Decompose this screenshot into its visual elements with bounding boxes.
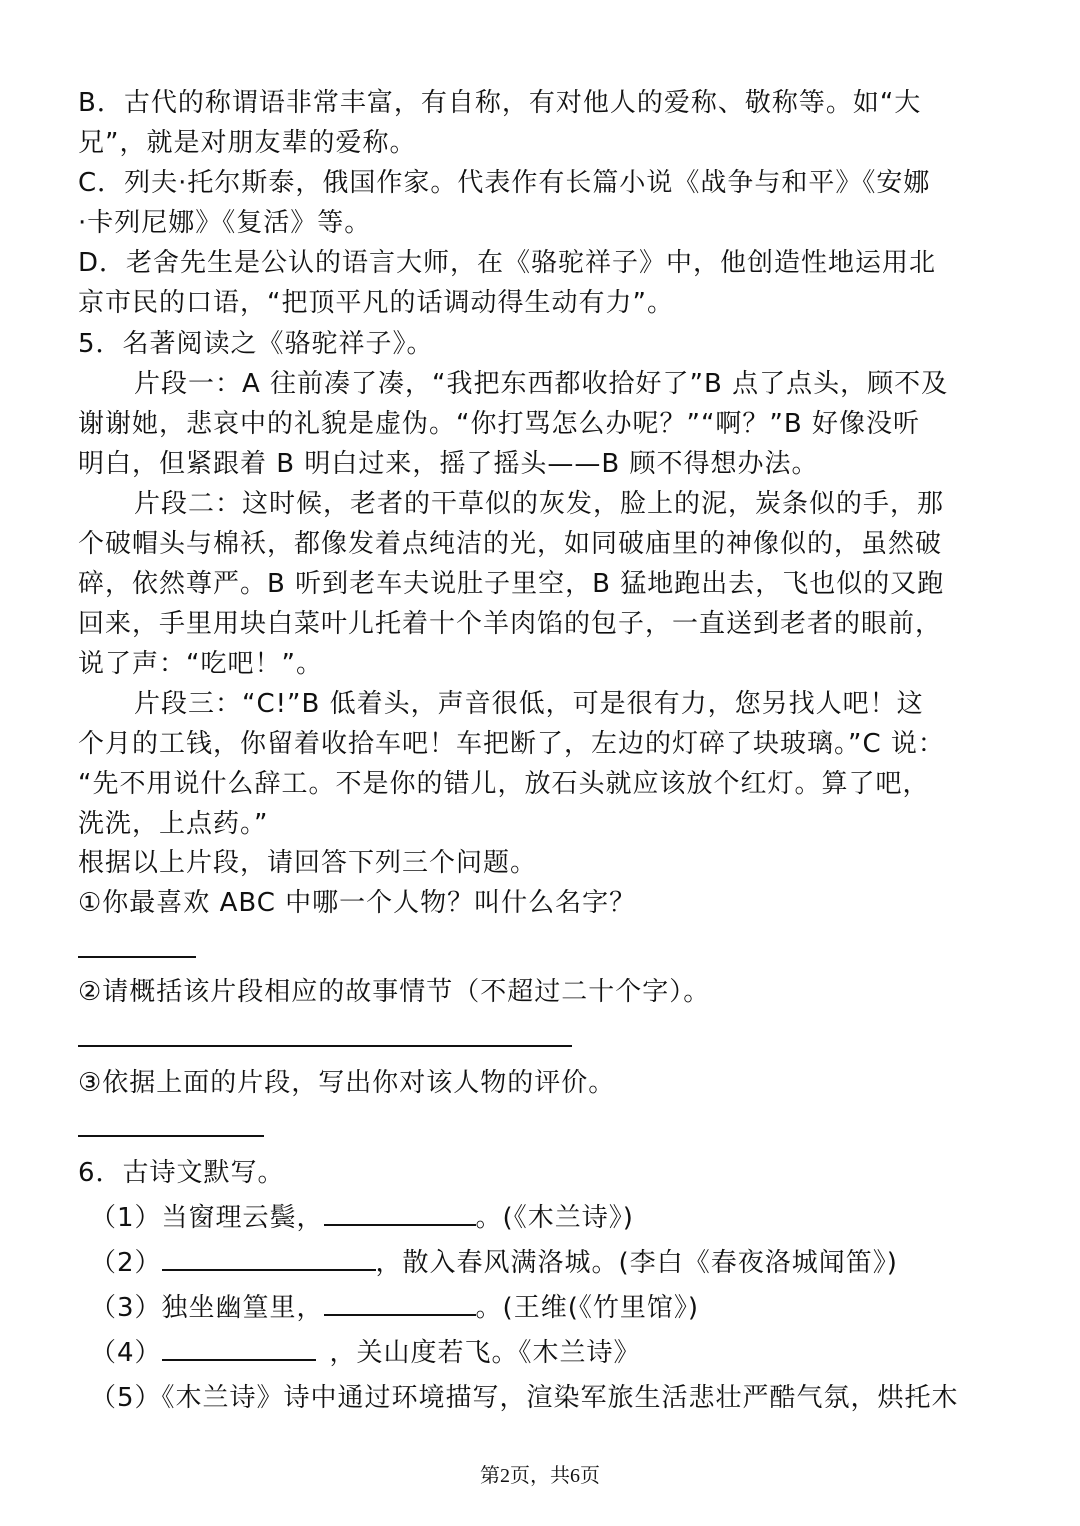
option-b-line-1: B．古代的称谓语非常丰富，有自称，有对他人的爱称、敬称等。如“大 [78,88,922,118]
q6-title: 6．古诗文默写。 [78,1158,285,1188]
q6-item-3-prefix: （3）独坐幽篁里， [90,1293,324,1323]
q5-title: 5．名著阅读之《骆驼祥子》。 [78,329,434,359]
q6-item-1-blank[interactable] [324,1198,476,1226]
answer-line-3[interactable] [78,1135,264,1137]
q6-item-3 [90,1288,699,1328]
q6-item-4-blank[interactable] [162,1333,316,1361]
answer-line-2[interactable] [78,1045,572,1047]
q5-sub-question-1: ①你最喜欢 ABC 中哪一个人物？叫什么名字？ [78,888,637,918]
q6-item-4-prefix: （4） [90,1338,162,1368]
fragment-2-line-4: 回来，手里用块白菜叶儿托着十个羊肉馅的包子，一直送到老者的眼前， [78,609,943,639]
q6-item-4-suffix: ，关山度若飞。《木兰诗》 [329,1338,641,1368]
option-c-line-1: C．列夫·托尔斯泰，俄国作家。代表作有长篇小说《战争与和平》《安娜 [78,168,931,198]
fragment-3-line-1: 片段三：“C!”B 低着头，声音很低，可是很有力，您另找人吧！这 [134,689,924,719]
option-b-line-2: 兄”，就是对朋友辈的爱称。 [78,128,417,158]
fragment-2-line-2: 个破帽头与棉袄，都像发着点纯洁的光，如同破庙里的神像似的，虽然破 [78,529,943,559]
fragment-2-line-5: 说了声：“吃吧！”。 [78,649,323,679]
fragment-1-line-3: 明白，但紧跟着 B 明白过来，摇了摇头——B 顾不得想办法。 [78,449,819,479]
q6-item-1-suffix: 。(《木兰诗》) [475,1203,634,1233]
fragment-3-line-3: “先不用说什么辞工。不是你的错儿，放石头就应该放个红灯。算了吧， [78,769,930,799]
q6-item-2-suffix: ，散入春风满洛城。(李白《春夜洛城闻笛》) [375,1248,898,1278]
fragment-1-line-2: 谢谢她，悲哀中的礼貌是虚伪。“你打骂怎么办呢？”“啊？”B 好像没听 [78,409,920,439]
q6-item-4 [90,1333,641,1373]
fragment-3-line-4: 洗洗，上点药。” [78,809,269,839]
q6-item-2 [90,1243,898,1283]
q6-item-1 [90,1198,634,1238]
q5-sub-question-2: ②请概括该片段相应的故事情节（不超过二十个字）。 [78,977,711,1007]
q6-item-5: （5）《木兰诗》诗中通过环境描写，渲染军旅生活悲壮严酷气氛，烘托木 [90,1383,959,1413]
answer-line-1[interactable] [78,956,196,958]
option-d-line-2: 京市民的口语，“把顶平凡的话调动得生动有力”。 [78,288,674,318]
fragment-2-line-3: 碎，依然尊严。B 听到老车夫说肚子里空，B 猛地跑出去，飞也似的又跑 [78,569,945,599]
page-number: 第2页，共6页 [480,1465,600,1487]
q6-item-2-blank[interactable] [162,1243,376,1271]
q5-sub-question-3: ③依据上面的片段，写出你对该人物的评价。 [78,1068,616,1098]
q5-instruction: 根据以上片段，请回答下列三个问题。 [78,848,538,878]
option-c-line-2: ·卡列尼娜》《复活》等。 [78,208,372,238]
fragment-2-line-1: 片段二：这时候，老者的干草似的灰发，脸上的泥，炭条似的手，那 [134,489,945,519]
q6-item-3-suffix: 。(王维(《竹里馆》) [475,1293,699,1323]
q6-item-3-blank[interactable] [324,1288,476,1316]
q6-item-1-prefix: （1）当窗理云鬓， [90,1203,324,1233]
fragment-1-line-1: 片段一：A 往前凑了凑，“我把东西都收拾好了”B 点了点头，顾不及 [134,369,949,399]
option-d-line-1: D．老舍先生是公认的语言大师，在《骆驼祥子》中，他创造性地运用北 [78,248,937,278]
fragment-3-line-2: 个月的工钱，你留着收拾车吧！车把断了，左边的灯碎了块玻璃。”C 说： [78,729,945,759]
q6-item-2-prefix: （2） [90,1248,162,1278]
